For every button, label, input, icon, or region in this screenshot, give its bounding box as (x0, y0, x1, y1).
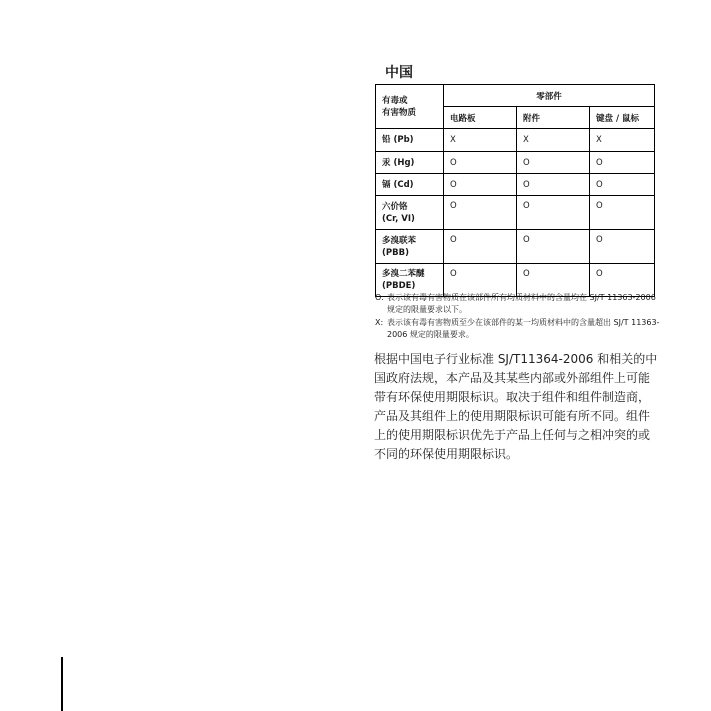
cell-value: O (517, 196, 590, 230)
regulation-paragraph: 根据中国电子行业标准 SJ/T11364-2006 和相关的中国政府法规，本产品及其某些内部或外部组件上可能带有环保使用期限标识。取决于组件和组件制造商，产品及其组件上的使用期限标识可能有所不同。组件上的使用期限标识优先于产品上任何与之相冲突的或不同的环保使用期限标识。 (374, 352, 658, 461)
cell-value: O (444, 230, 517, 264)
row-label-line-1: 六价铬 (382, 201, 408, 212)
table-row (376, 196, 655, 230)
row-label: 铅 (Pb) (376, 129, 444, 152)
column-header-circuit-board: 电路板 (444, 107, 517, 129)
note-text: 表示该有毒有害物质至少在该部件的某一均质材料中的含量超出 SJ/T 11363-2006 规定的限量要求。 (387, 318, 660, 339)
row-label (376, 230, 444, 264)
corner-header-line-1: 有毒或 (382, 95, 408, 106)
row-label-line-1: 多溴联苯 (382, 235, 417, 246)
cell-value: O (590, 230, 655, 264)
row-label (376, 196, 444, 230)
row-label-line-2: (PBDE) (382, 281, 416, 291)
corner-header-line-2: 有害物质 (382, 107, 417, 118)
cell-value: X (590, 129, 655, 152)
hazardous-substances-table (375, 84, 655, 297)
parts-header: 零部件 (444, 85, 655, 107)
corner-header (376, 85, 444, 129)
row-label: 汞 (Hg) (376, 152, 444, 174)
row-label-line-2: (PBB) (382, 247, 409, 258)
table-notes (375, 292, 665, 342)
cell-value: O (590, 152, 655, 174)
cell-value: O (517, 264, 590, 297)
cell-value: O (590, 264, 655, 297)
cell-value: X (444, 129, 517, 152)
row-label: 镉 (Cd) (376, 174, 444, 196)
column-header-accessories: 附件 (517, 107, 590, 129)
row-label-line-1: 多溴二苯醚 (382, 269, 425, 279)
cell-value: O (590, 174, 655, 196)
note-mark: X: (375, 318, 384, 327)
cell-value: O (444, 264, 517, 297)
column-header-keyboard-mouse: 键盘 / 鼠标 (590, 107, 655, 129)
note-text: 表示该有毒有害物质在该部件所有均质材料中的含量均在 SJ/T 11363-2006 规定的限量要求以下。 (387, 293, 656, 314)
note-o (375, 292, 665, 316)
page-margin-rule (61, 657, 63, 711)
cell-value: O (517, 230, 590, 264)
cell-value: O (590, 196, 655, 230)
note-mark: O: (375, 293, 384, 302)
cell-value: O (444, 174, 517, 196)
table-row (376, 230, 655, 264)
table-row (376, 129, 655, 152)
cell-value: O (517, 152, 590, 174)
note-x (375, 317, 665, 341)
table-row (376, 174, 655, 196)
section-title: 中国 (385, 65, 413, 81)
cell-value: X (517, 129, 590, 152)
cell-value: O (444, 196, 517, 230)
table-row (376, 152, 655, 174)
row-label-line-2: (Cr, VI) (382, 213, 415, 224)
cell-value: O (444, 152, 517, 174)
cell-value: O (517, 174, 590, 196)
